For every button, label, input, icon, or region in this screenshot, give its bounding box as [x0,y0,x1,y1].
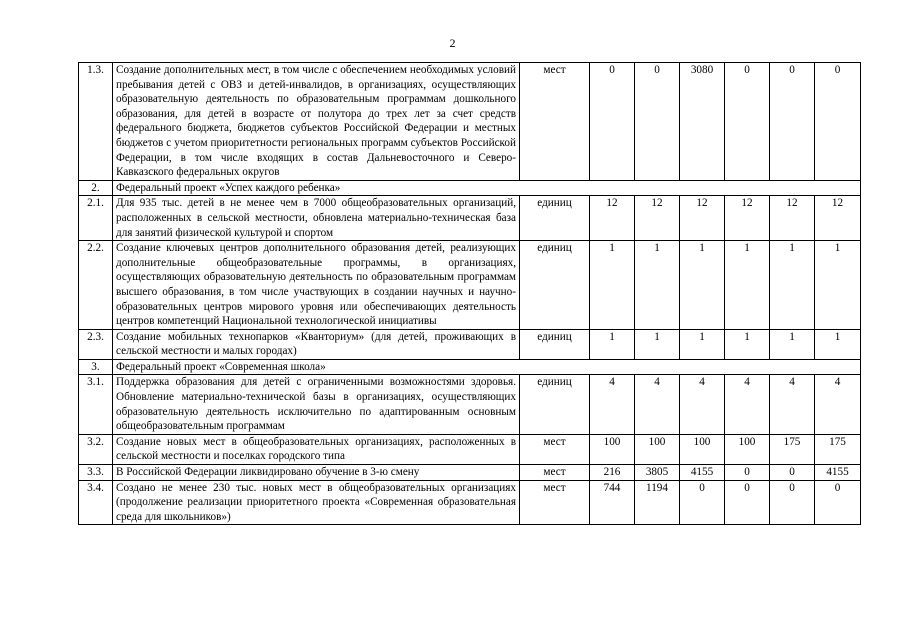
row-unit: мест [520,480,590,525]
row-value: 175 [815,434,861,464]
page-number: 2 [449,36,456,50]
row-value: 1 [635,329,680,359]
row-description: Для 935 тыс. детей в не менее чем в 7000 общеобразовательных организаций, расположенных в сельской местности, обновлена материально-техническая база для занятий физической культурой и спортом [113,196,520,241]
table-row [79,241,861,330]
row-description: Создано не менее 230 тыс. новых мест в общеобразовательных организациях (продолжение реализации приоритетного проекта «Современная образовательная среда для школьников») [113,480,520,525]
row-value: 0 [635,63,680,181]
row-value: 4 [725,375,770,434]
row-value: 0 [725,465,770,481]
row-unit: мест [520,434,590,464]
row-value: 0 [770,465,815,481]
row-value: 100 [725,434,770,464]
row-value: 12 [680,196,725,241]
row-value: 1194 [635,480,680,525]
row-unit: единиц [520,375,590,434]
row-unit: мест [520,63,590,181]
row-number: 1.3. [79,63,113,181]
section-row [79,359,861,375]
row-description: Создание дополнительных мест, в том числе с обеспечением необходимых условий пребывания детей с ОВЗ и детей-инвалидов, в организациях, осуществляющих образовательную деятельность по образовательным программам дошкольного образования, для детей в возрасте от полутора до трех лет за счет средств федерального бюджета, бюджетов субъектов Российской Федерации и местных бюджетов с учетом приоритетности региональных программ субъектов Российской Федерации, в том числе входящих в состав Дальневосточного и Северо-Кавказского федеральных округов [113,63,520,181]
row-value: 0 [725,63,770,181]
row-value: 12 [635,196,680,241]
row-value: 1 [770,241,815,330]
row-value: 4 [680,375,725,434]
row-value: 100 [680,434,725,464]
row-value: 12 [770,196,815,241]
row-unit: единиц [520,329,590,359]
row-value: 12 [725,196,770,241]
table-row [79,434,861,464]
row-value: 12 [590,196,635,241]
row-number: 2.1. [79,196,113,241]
row-value: 1 [680,241,725,330]
row-value: 1 [635,241,680,330]
row-unit: единиц [520,196,590,241]
row-value: 4 [590,375,635,434]
row-value: 0 [590,63,635,181]
row-description: Создание мобильных технопарков «Кванториум» (для детей, проживающих в сельской местности и малых городах) [113,329,520,359]
row-number: 2. [79,180,113,196]
row-value: 1 [725,241,770,330]
row-value: 4 [635,375,680,434]
section-title: Федеральный проект «Современная школа» [113,359,861,375]
row-value: 216 [590,465,635,481]
row-value: 1 [815,329,861,359]
row-number: 3. [79,359,113,375]
table-row [79,375,861,434]
table-body [79,63,861,525]
row-description: Поддержка образования для детей с ограниченными возможностями здоровья. Обновление материально-технической базы в организациях, осуществляющих образовательную деятельность исключительно по адаптированным основным общеобразовательным программам [113,375,520,434]
row-unit: единиц [520,241,590,330]
row-value: 0 [815,480,861,525]
row-number: 3.2. [79,434,113,464]
row-number: 2.2. [79,241,113,330]
section-row [79,180,861,196]
row-value: 12 [815,196,861,241]
row-value: 4155 [680,465,725,481]
row-number: 3.4. [79,480,113,525]
row-number: 3.1. [79,375,113,434]
row-description: Создание ключевых центров дополнительного образования детей, реализующих дополнительные общеобразовательные программы, в организациях, осуществляющих образовательную деятельность по образовательным программам высшего образования, в том числе участвующих в создании научных и научно-образовательных центров мирового уровня или обеспечивающих деятельность центров компетенций Национальной технологической инициативы [113,241,520,330]
row-value: 1 [770,329,815,359]
row-value: 0 [770,63,815,181]
section-title: Федеральный проект «Успех каждого ребенка» [113,180,861,196]
row-value: 1 [725,329,770,359]
row-value: 0 [680,480,725,525]
row-value: 1 [680,329,725,359]
table-row [79,465,861,481]
row-number: 2.3. [79,329,113,359]
row-description: Создание новых мест в общеобразовательных организациях, расположенных в сельской местности и поселках городского типа [113,434,520,464]
row-value: 0 [815,63,861,181]
table-row [79,196,861,241]
row-value: 1 [590,241,635,330]
row-value: 744 [590,480,635,525]
row-unit: мест [520,465,590,481]
row-description: В Российской Федерации ликвидировано обучение в 3-ю смену [113,465,520,481]
row-value: 100 [635,434,680,464]
row-number: 3.3. [79,465,113,481]
row-value: 0 [770,480,815,525]
table-row [79,480,861,525]
row-value: 4155 [815,465,861,481]
row-value: 0 [725,480,770,525]
row-value: 175 [770,434,815,464]
row-value: 4 [770,375,815,434]
table-row [79,329,861,359]
row-value: 1 [590,329,635,359]
table-row [79,63,861,181]
indicators-table [78,62,861,525]
row-value: 100 [590,434,635,464]
row-value: 1 [815,241,861,330]
row-value: 3805 [635,465,680,481]
row-value: 4 [815,375,861,434]
row-value: 3080 [680,63,725,181]
